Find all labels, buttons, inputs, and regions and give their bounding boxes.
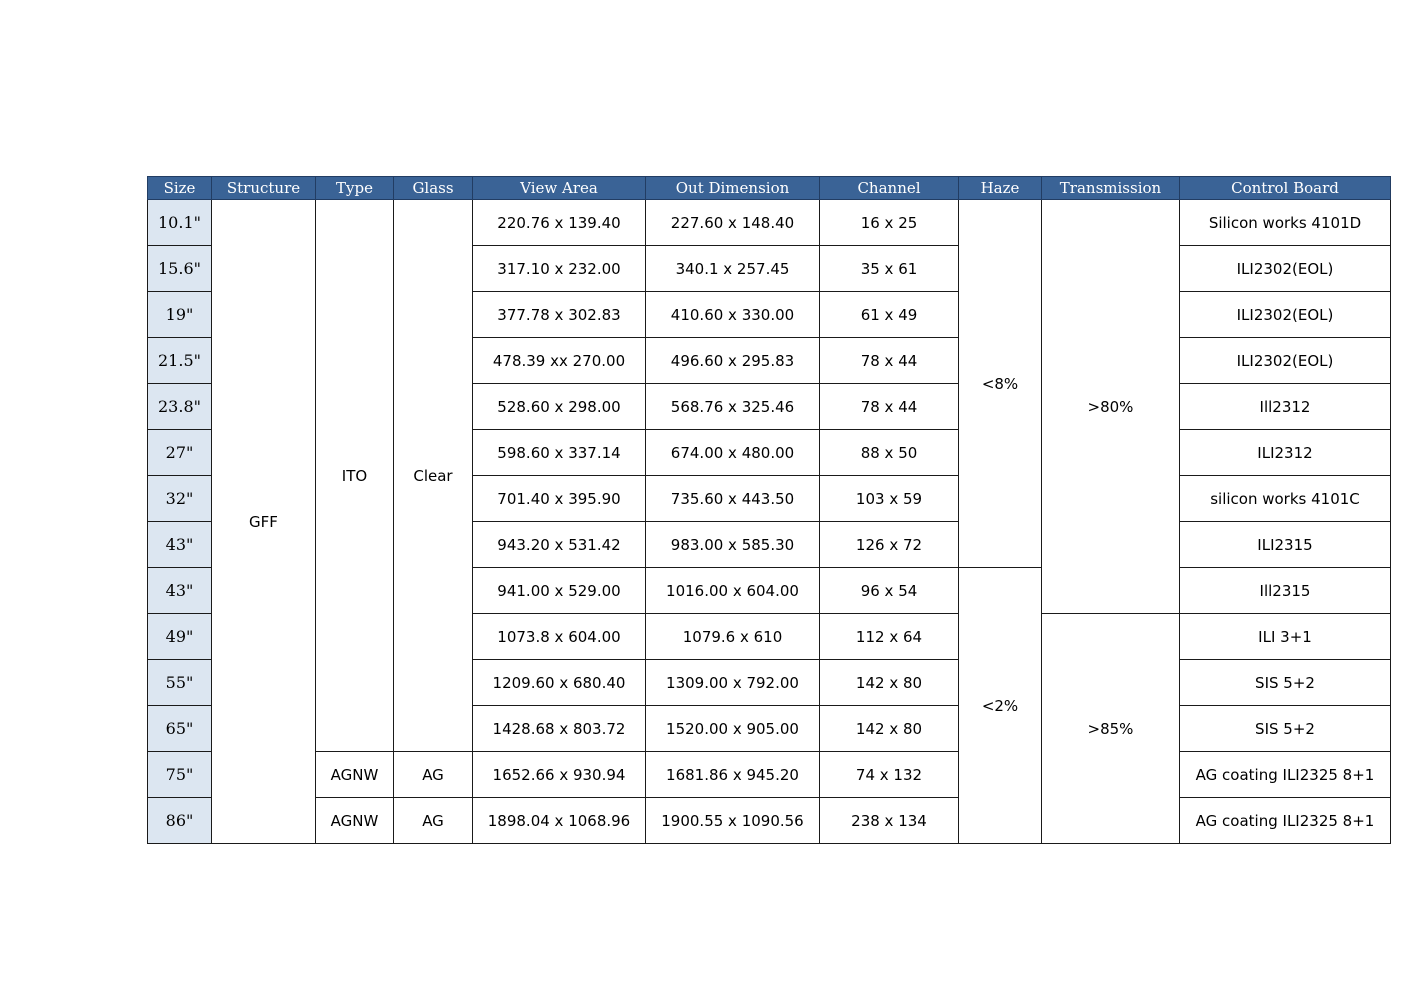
- size-cell: 15.6": [148, 246, 212, 292]
- control-board-cell: AG coating ILI2325 8+1: [1180, 752, 1391, 798]
- channel-cell: 78 x 44: [820, 384, 959, 430]
- channel-cell: 61 x 49: [820, 292, 959, 338]
- view-area-cell: 701.40 x 395.90: [473, 476, 646, 522]
- out-dimension-cell: 227.60 x 148.40: [646, 200, 820, 246]
- out-dimension-cell: 410.60 x 330.00: [646, 292, 820, 338]
- header-transmission: Transmission: [1042, 177, 1180, 200]
- channel-cell: 142 x 80: [820, 660, 959, 706]
- control-board-cell: ILI2302(EOL): [1180, 338, 1391, 384]
- size-cell: 19": [148, 292, 212, 338]
- table-row: [148, 798, 1391, 844]
- channel-cell: 35 x 61: [820, 246, 959, 292]
- haze-cell: <8%: [959, 200, 1042, 568]
- control-board-cell: Ill2312: [1180, 384, 1391, 430]
- header-structure: Structure: [212, 177, 316, 200]
- size-cell: 55": [148, 660, 212, 706]
- view-area-cell: 528.60 x 298.00: [473, 384, 646, 430]
- size-cell: 86": [148, 798, 212, 844]
- view-area-cell: 943.20 x 531.42: [473, 522, 646, 568]
- glass-cell: AG: [394, 752, 473, 798]
- view-area-cell: 598.60 x 337.14: [473, 430, 646, 476]
- out-dimension-cell: 1900.55 x 1090.56: [646, 798, 820, 844]
- control-board-cell: ILI2302(EOL): [1180, 292, 1391, 338]
- channel-cell: 112 x 64: [820, 614, 959, 660]
- control-board-cell: ILI2315: [1180, 522, 1391, 568]
- header-haze: Haze: [959, 177, 1042, 200]
- control-board-cell: AG coating ILI2325 8+1: [1180, 798, 1391, 844]
- transmission-cell: >85%: [1042, 614, 1180, 844]
- glass-cell: Clear: [394, 200, 473, 752]
- size-cell: 23.8": [148, 384, 212, 430]
- table-row: [148, 200, 1391, 246]
- out-dimension-cell: 674.00 x 480.00: [646, 430, 820, 476]
- size-cell: 49": [148, 614, 212, 660]
- view-area-cell: 478.39 xx 270.00: [473, 338, 646, 384]
- spec-table: [147, 176, 1391, 844]
- out-dimension-cell: 1520.00 x 905.00: [646, 706, 820, 752]
- size-cell: 43": [148, 568, 212, 614]
- size-cell: 43": [148, 522, 212, 568]
- glass-cell: AG: [394, 798, 473, 844]
- control-board-cell: SIS 5+2: [1180, 706, 1391, 752]
- view-area-cell: 377.78 x 302.83: [473, 292, 646, 338]
- size-cell: 75": [148, 752, 212, 798]
- header-size: Size: [148, 177, 212, 200]
- control-board-cell: SIS 5+2: [1180, 660, 1391, 706]
- view-area-cell: 317.10 x 232.00: [473, 246, 646, 292]
- table-row: [148, 752, 1391, 798]
- out-dimension-cell: 983.00 x 585.30: [646, 522, 820, 568]
- view-area-cell: 1073.8 x 604.00: [473, 614, 646, 660]
- view-area-cell: 220.76 x 139.40: [473, 200, 646, 246]
- channel-cell: 103 x 59: [820, 476, 959, 522]
- view-area-cell: 941.00 x 529.00: [473, 568, 646, 614]
- view-area-cell: 1209.60 x 680.40: [473, 660, 646, 706]
- header-out-dimension: Out Dimension: [646, 177, 820, 200]
- size-cell: 65": [148, 706, 212, 752]
- transmission-cell: >80%: [1042, 200, 1180, 614]
- type-cell: AGNW: [316, 798, 394, 844]
- control-board-cell: silicon works 4101C: [1180, 476, 1391, 522]
- header-control-board: Control Board: [1180, 177, 1391, 200]
- structure-cell: GFF: [212, 200, 316, 844]
- out-dimension-cell: 1079.6 x 610: [646, 614, 820, 660]
- header-channel: Channel: [820, 177, 959, 200]
- channel-cell: 88 x 50: [820, 430, 959, 476]
- view-area-cell: 1898.04 x 1068.96: [473, 798, 646, 844]
- out-dimension-cell: 1681.86 x 945.20: [646, 752, 820, 798]
- view-area-cell: 1428.68 x 803.72: [473, 706, 646, 752]
- control-board-cell: ILI2312: [1180, 430, 1391, 476]
- type-cell: ITO: [316, 200, 394, 752]
- header-glass: Glass: [394, 177, 473, 200]
- size-cell: 10.1": [148, 200, 212, 246]
- control-board-cell: Silicon works 4101D: [1180, 200, 1391, 246]
- control-board-cell: Ill2315: [1180, 568, 1391, 614]
- control-board-cell: ILI2302(EOL): [1180, 246, 1391, 292]
- out-dimension-cell: 735.60 x 443.50: [646, 476, 820, 522]
- control-board-cell: ILI 3+1: [1180, 614, 1391, 660]
- channel-cell: 96 x 54: [820, 568, 959, 614]
- view-area-cell: 1652.66 x 930.94: [473, 752, 646, 798]
- out-dimension-cell: 1309.00 x 792.00: [646, 660, 820, 706]
- size-cell: 27": [148, 430, 212, 476]
- size-cell: 21.5": [148, 338, 212, 384]
- header-row: [148, 177, 1391, 200]
- out-dimension-cell: 496.60 x 295.83: [646, 338, 820, 384]
- type-cell: AGNW: [316, 752, 394, 798]
- haze-cell: <2%: [959, 568, 1042, 844]
- size-cell: 32": [148, 476, 212, 522]
- out-dimension-cell: 340.1 x 257.45: [646, 246, 820, 292]
- channel-cell: 78 x 44: [820, 338, 959, 384]
- channel-cell: 126 x 72: [820, 522, 959, 568]
- channel-cell: 74 x 132: [820, 752, 959, 798]
- channel-cell: 238 x 134: [820, 798, 959, 844]
- header-view-area: View Area: [473, 177, 646, 200]
- header-type: Type: [316, 177, 394, 200]
- channel-cell: 16 x 25: [820, 200, 959, 246]
- out-dimension-cell: 1016.00 x 604.00: [646, 568, 820, 614]
- out-dimension-cell: 568.76 x 325.46: [646, 384, 820, 430]
- channel-cell: 142 x 80: [820, 706, 959, 752]
